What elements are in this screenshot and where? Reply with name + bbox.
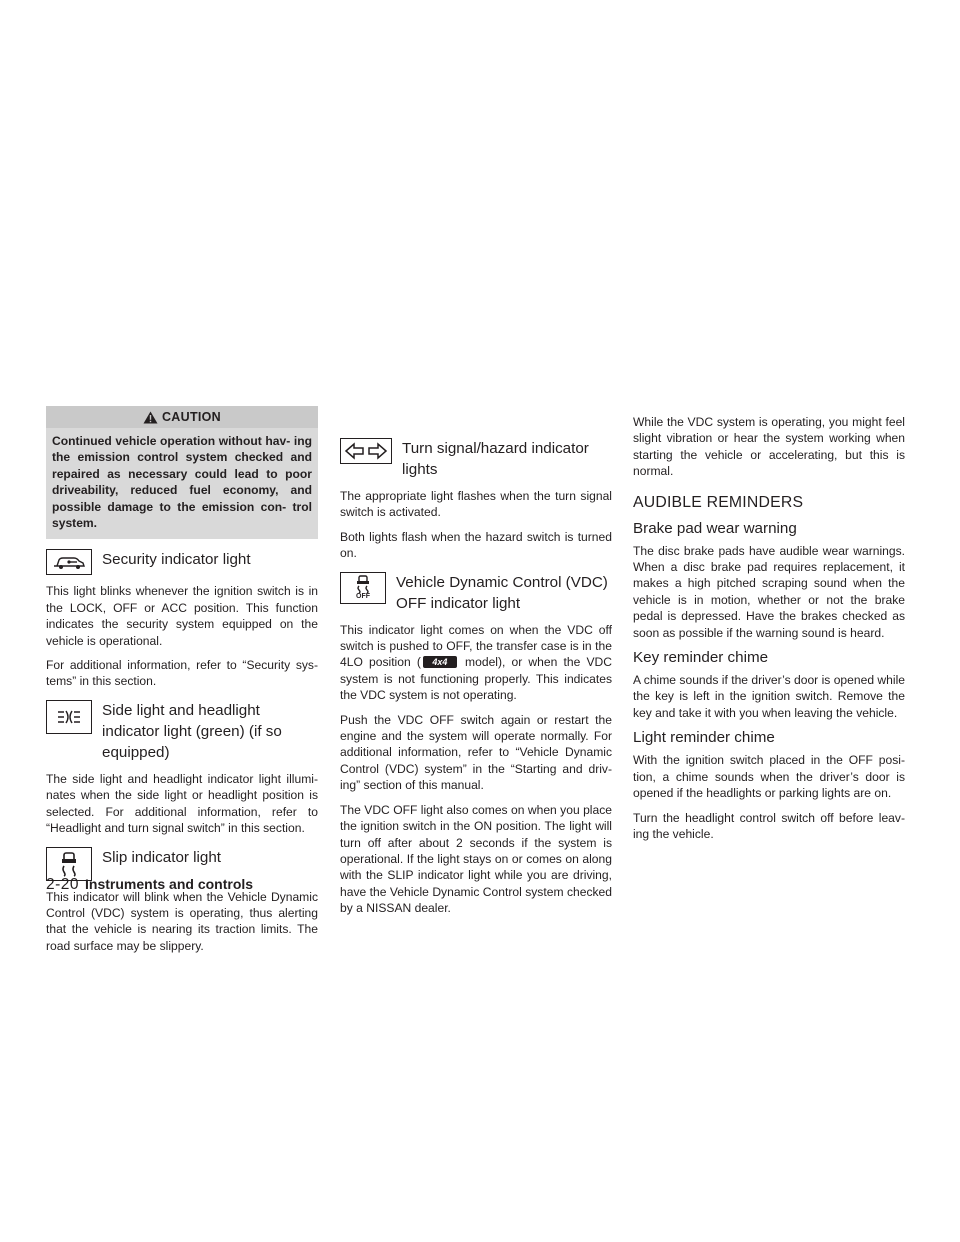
brake-pad-warning-title: Brake pad wear warning [633, 519, 797, 537]
slip-indicator-title: Slip indicator light [102, 848, 222, 866]
key-reminder-paragraph: A chime sounds if the driver’s door is opened while the key is left in the ignition switch. Remove the key and take it with you when leaving the vehicle. [633, 673, 905, 720]
light-reminder-title: Light reminder chime [633, 729, 775, 747]
slip-paragraph-1: This indicator will blink when the Vehicle Dynamic Control (VDC) system is operating, thus alerting that the vehicle is nearing its traction limits. The road surface may be slippery. [46, 889, 318, 953]
vdc-paragraph-1: This indicator light comes on when the VDC off switch is pushed to OFF, the transfer case is in the 4LO position ( 4x4 model), or when the VDC system is not functioning properly. This indicates the VDC system is not operating. [340, 622, 613, 703]
vdc-indicator-heading [340, 572, 612, 614]
security-paragraph-2: For additional information, refer to “Security sys- tems” in this section. [46, 658, 318, 689]
vdc-paragraph-2: Push the VDC OFF switch again or restart the engine and the system will operate normally. For additional information, refer to “Vehicle Dynamic Control (VDC) system” in the “Starting and driv- ing” section of this manual. [340, 712, 612, 793]
security-indicator-title: Security indicator light [102, 551, 251, 569]
turn-signal-indicator-heading [340, 438, 612, 480]
sidelight-indicator-heading [46, 700, 318, 763]
turn-paragraph-2: Both lights flash when the hazard switch is turned on. [340, 529, 612, 561]
light-reminder-paragraph-1: With the ignition switch placed in the OFF posi- tion, a chime sounds when the driver’s door is opened if the headlights or parking lights are on. [633, 753, 905, 801]
light-reminder-paragraph-2: Turn the headlight control switch off before leav- ing the vehicle. [633, 810, 905, 841]
page-footer [46, 876, 253, 894]
sidelight-headlight-icon [46, 700, 92, 734]
section-name: Instruments and controls [85, 876, 254, 892]
turn-paragraph-1: The appropriate light flashes when the turn signal switch is activated. [340, 489, 612, 520]
turn-signal-arrows-icon [340, 438, 392, 464]
security-light-icon [46, 549, 92, 575]
column-3 [633, 414, 905, 850]
page-number: 2-20 [46, 876, 80, 893]
vdc-paragraph-3: The VDC OFF light also comes on when you place the ignition switch in the ON position. The light will turn off after about 2 seconds if the system is operational. If the light stays on or comes on along with the SLIP indicator light while you are driving, have the Vehicle Dynamic Control system checked by a NISSAN dealer. [340, 802, 612, 916]
audible-reminders-heading: AUDIBLE REMINDERS [633, 493, 804, 511]
turn-signal-indicator-title: Turn signal/hazard indicator lights [402, 440, 589, 478]
brake-pad-paragraph: The disc brake pads have audible wear warnings. When a disc brake pad requires replacement, it makes a high pitched scraping sound when the vehicle is in motion, whether or not the brake pedal is depressed. Have the brakes checked as soon as possible if the warning sound is heard. [633, 543, 905, 640]
vdc-off-light-icon [340, 572, 386, 604]
caution-box [46, 406, 318, 539]
4x4-model-badge-icon: 4x4 [423, 656, 457, 668]
sidelight-indicator-title: Side light and headlight indicator light (green) (if so equipped) [102, 701, 282, 761]
column-2 [340, 398, 612, 925]
vdc-off-icon-label: OFF [356, 592, 370, 600]
caution-text: Continued vehicle operation without hav- ing the emission control system checked and repaired as necessary could lead to poor driveability, reduced fuel economy, and possible damage to the emission con- trol system. [52, 434, 312, 531]
vdc-indicator-title: Vehicle Dynamic Control (VDC) OFF indicator light [396, 573, 608, 612]
warning-triangle-icon [143, 411, 158, 424]
vdc-paragraph-4: While the VDC system is operating, you might feel slight vibration or hear the system working when starting the vehicle or accelerating, but this is normal. [633, 415, 905, 479]
key-reminder-title: Key reminder chime [633, 649, 769, 667]
security-indicator-heading [46, 549, 318, 575]
caution-title: CAUTION [161, 410, 222, 424]
sidelight-paragraph-1: The side light and headlight indicator light illumi- nates when the side light or headlight position is selected. For additional information, refer to “Headlight and turn signal switch” in this section. [46, 771, 318, 836]
caution-header [46, 406, 318, 428]
security-paragraph-1: This light blinks whenever the ignition switch is in the LOCK, OFF or ACC position. This function indicates the security system equipped on the vehicle is operational. [46, 584, 318, 648]
